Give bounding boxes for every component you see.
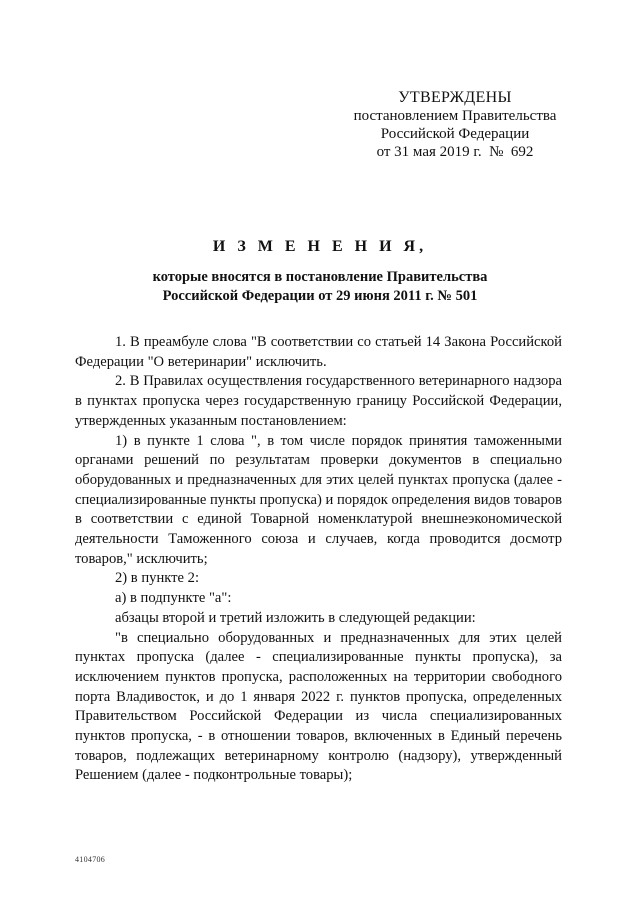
paragraph-5: а) в подпункте "а": <box>115 590 232 607</box>
paragraph-4: 2) в пункте 2: <box>115 570 200 587</box>
paragraph-6: абзацы второй и третий изложить в следующей редакции: <box>115 609 476 626</box>
paragraph-3: 1) в пункте 1 слова ", в том числе порядок принятия таможенными органами решений по результатам проверки документов в специально оборудованных и предназначенных для этих целей пунктах пропуска (далее - специализированные пункты пропуска) и порядок определения видов товаров в соответствии с единой Товарной номенклатурой внешнеэкономической деятельности Таможенного союза и случаев, когда проводится досмотр товаров," исключить; <box>75 432 562 567</box>
approval-block <box>335 89 575 161</box>
heading-title: И З М Е Н Е Н И Я, <box>212 238 428 255</box>
paragraph-7: "в специально оборудованных и предназначенных для этих целей пунктах пропуска (далее - специализированные пункты пропуска), за исключением пунктов пропуска, расположенных на территории свободного порта Владивосток, и до 1 января 2022 г. пунктов пропуска, определенных Правительством Российской Федерации из числа специализированных пунктов пропуска, - в отношении товаров, включенных в Единый перечень товаров, подлежащих ветеринарному контролю (надзору), утвержденный Решением (далее - подконтрольные товары); <box>75 629 562 784</box>
document-heading <box>60 238 580 306</box>
heading-subtitle-line-2: Российской Федерации от 29 июня 2011 г. № 501 <box>162 288 478 304</box>
approval-title: УТВЕРЖДЕНЫ <box>398 89 512 106</box>
document-body <box>75 333 562 786</box>
heading-subtitle-line-1: которые вносятся в постановление Правительства <box>152 269 488 285</box>
document-code: 4104706 <box>75 855 106 864</box>
paragraph-1: 1. В преамбуле слова "В соответствии со статьей 14 Закона Российской Федерации "О ветеринарии" исключить. <box>75 334 562 370</box>
approval-line-1: постановлением Правительства <box>353 108 557 124</box>
approval-line-2: Российской Федерации <box>380 126 530 142</box>
paragraph-2: 2. В Правилах осуществления государственного ветеринарного надзора в пунктах пропуска через государственную границу Российской Федерации, утвержденных указанным постановлением: <box>75 373 562 429</box>
approval-line-3: от 31 мая 2019 г. № 692 <box>376 144 534 160</box>
